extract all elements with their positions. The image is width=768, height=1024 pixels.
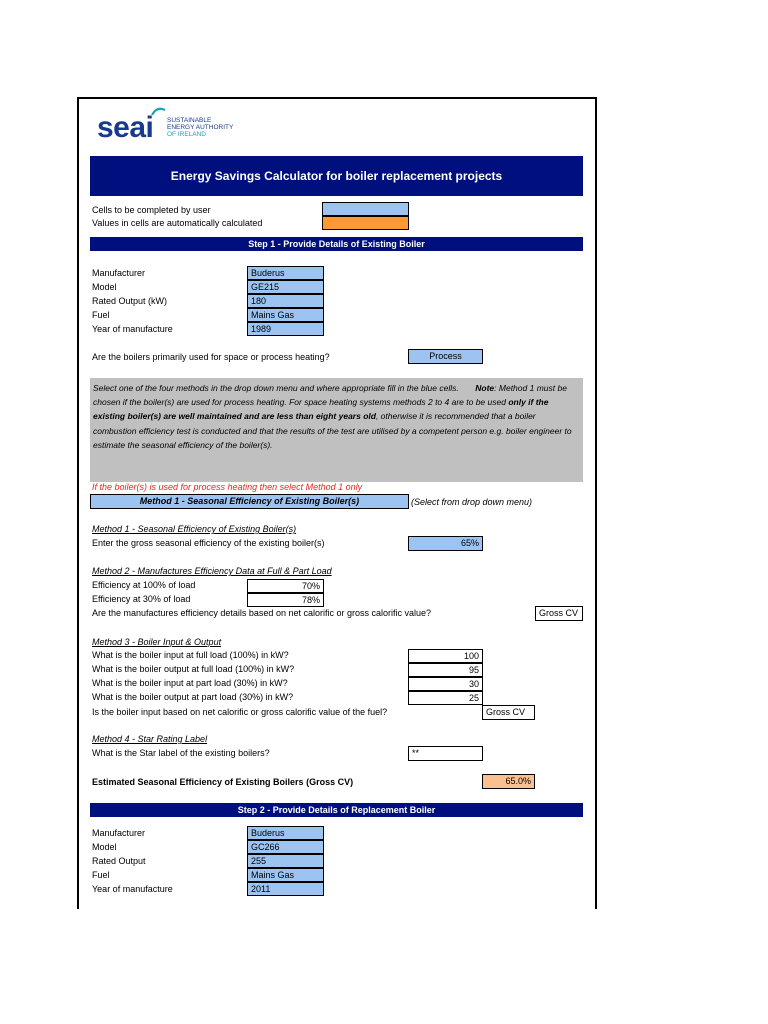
logo-wordmark: seai	[97, 111, 154, 144]
method3-full-output-kw[interactable]: 95	[408, 663, 483, 677]
method1-label: Enter the gross seasonal efficiency of the existing boiler(s)	[92, 538, 325, 548]
seai-logo	[97, 107, 237, 149]
step1-year-input[interactable]: 1989	[247, 322, 324, 336]
step1-fuel-input[interactable]: Mains Gas	[247, 308, 324, 322]
step2-manufacturer-input[interactable]: Buderus	[247, 826, 324, 840]
page-title: Energy Savings Calculator for boiler replacement projects	[90, 156, 583, 196]
step2-label-output: Rated Output	[92, 856, 146, 866]
method4-heading: Method 4 - Star Rating Label	[92, 734, 208, 744]
step1-model-input[interactable]: GE215	[247, 280, 324, 294]
logo-swoosh-icon	[151, 107, 167, 117]
step1-label-manufacturer: Manufacturer	[92, 268, 146, 278]
step1-manufacturer-input[interactable]: Buderus	[247, 266, 324, 280]
heating-type-select[interactable]: Process	[408, 349, 483, 364]
method3-row-label: What is the boiler input at full load (100%) in kW?	[92, 650, 289, 660]
calculator-sheet	[77, 97, 597, 909]
legend-auto-swatch	[322, 216, 409, 230]
method2-cv-select[interactable]: Gross CV	[535, 606, 583, 621]
process-warning: If the boiler(s) is used for process heating then select Method 1 only	[92, 482, 363, 492]
step1-output-input[interactable]: 180	[247, 294, 324, 308]
note-label: Note	[475, 383, 495, 393]
step1-heading: Step 1 - Provide Details of Existing Boiler	[90, 237, 583, 251]
step2-year-input[interactable]: 2011	[247, 882, 324, 896]
method3-row-label: What is the boiler input at part load (30%) in kW?	[92, 678, 288, 688]
legend-auto-label: Values in cells are automatically calculated	[92, 218, 263, 228]
step2-label-year: Year of manufacture	[92, 884, 173, 894]
method3-full-input-kw[interactable]: 100	[408, 649, 483, 663]
method3-cv-label: Is the boiler input based on net calorific or gross calorific value of the fuel?	[92, 707, 388, 717]
step2-heading: Step 2 - Provide Details of Replacement Boiler	[90, 803, 583, 817]
method2-part-label: Efficiency at 30% of load	[92, 594, 191, 604]
heating-type-label: Are the boilers primarily used for space or process heating?	[92, 352, 330, 362]
logo-org-line1: SUSTAINABLE	[167, 117, 212, 124]
method2-cv-label: Are the manufactures efficiency details based on net calorific or gross calorific value?	[92, 608, 432, 618]
method3-part-input-kw[interactable]: 30	[408, 677, 483, 691]
step1-label-fuel: Fuel	[92, 310, 110, 320]
method3-part-output-kw[interactable]: 25	[408, 691, 483, 705]
method-select[interactable]: Method 1 - Seasonal Efficiency of Existing Boiler(s)	[90, 494, 409, 509]
note-part2: Method 1 must be chosen if the boiler(s) are used for process heating. For space heating systems methods 2 to 4 are to be used	[93, 383, 567, 408]
estimate-value: 65.0%	[482, 774, 535, 789]
step2-model-input[interactable]: GC266	[247, 840, 324, 854]
method1-efficiency-input[interactable]: 65%	[408, 536, 483, 551]
instructions-note: Select one of the four methods in the drop down menu and where appropriate fill in the blue cells. Note: Method 1 must be chosen if the boiler(s) are used for process heating. For space heating systems methods 2 to 4 are to be used only if the existing boiler(s) are well maintained and are less than eight years old, otherwise it is recommended that a boiler combustion efficiency test is conducted and that the results of the test are utilised by a competent person e.g. boiler engineer to estimate the seasonal efficiency of the boiler(s).	[90, 378, 583, 482]
estimate-label: Estimated Seasonal Efficiency of Existing Boilers (Gross CV)	[92, 777, 354, 787]
note-emphasis: only if the existing boiler(s) are well maintained and are less than eight years old	[93, 397, 549, 422]
logo-org-line2: ENERGY AUTHORITY	[167, 124, 234, 131]
method4-star-select[interactable]: **	[408, 746, 483, 761]
step2-output-input[interactable]: 255	[247, 854, 324, 868]
method2-full-input[interactable]: 70%	[247, 579, 324, 593]
note-part4: , otherwise it is recommended that a boiler combustion efficiency test is conducted and that the results of the test are utilised by a competent person e.g. boiler engineer to estimate the seasonal efficiency of the boiler(s).	[93, 411, 572, 450]
note-part1: Select one of the four methods in the drop down menu and where appropriate fill in the blue cells.	[93, 383, 459, 393]
method3-row-label: What is the boiler output at part load (30%) in kW?	[92, 692, 294, 702]
method2-heading: Method 2 - Manufactures Efficiency Data at Full & Part Load	[92, 566, 332, 576]
step2-fuel-input[interactable]: Mains Gas	[247, 868, 324, 882]
method3-heading: Method 3 - Boiler Input & Output	[92, 637, 222, 647]
method3-row-label: What is the boiler output at full load (100%) in kW?	[92, 664, 295, 674]
method3-cv-select[interactable]: Gross CV	[482, 705, 535, 720]
step2-label-model: Model	[92, 842, 117, 852]
legend-user-label: Cells to be completed by user	[92, 205, 211, 215]
step2-label-fuel: Fuel	[92, 870, 110, 880]
method4-label: What is the Star label of the existing boilers?	[92, 748, 270, 758]
step1-label-model: Model	[92, 282, 117, 292]
step2-label-manufacturer: Manufacturer	[92, 828, 146, 838]
logo-org-line3: OF IRELAND	[167, 131, 207, 138]
method1-heading: Method 1 - Seasonal Efficiency of Existing Boiler(s)	[92, 524, 297, 534]
legend-user-swatch	[322, 202, 409, 216]
method2-part-input[interactable]: 78%	[247, 593, 324, 607]
step1-label-output: Rated Output (kW)	[92, 296, 168, 306]
step1-label-year: Year of manufacture	[92, 324, 173, 334]
method2-full-label: Efficiency at 100% of load	[92, 580, 196, 590]
method-select-hint: (Select from drop down menu)	[411, 497, 533, 507]
